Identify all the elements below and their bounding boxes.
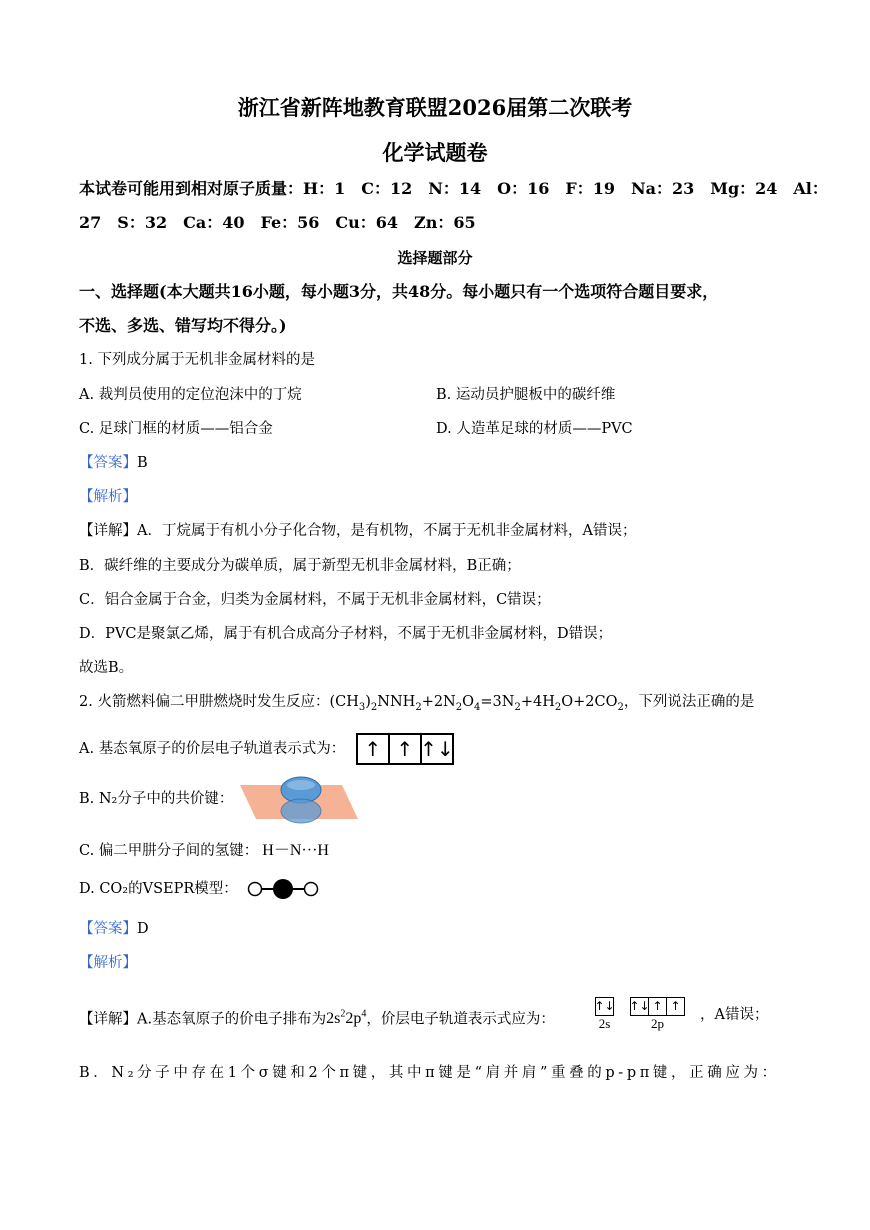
q2-option-a: A. 基态氧原子的价层电子轨道表示式为： (79, 741, 346, 757)
orbital-lobe-highlight (287, 780, 315, 790)
q2-option-c-line (79, 841, 329, 861)
q1-answer-tag: 【答案】 (79, 455, 137, 471)
orbital-diagram-2p (630, 997, 685, 1016)
q2-option-d: D. CO₂的VSEPR模型： (79, 881, 238, 897)
q2-electron-config: $2s^22p^4$ (326, 1009, 367, 1028)
q1-stem: 1. 下列成分属于无机非金属材料的是 (79, 352, 315, 368)
orbital-box: ↑ (390, 735, 422, 763)
exam-title: 浙江省新阵地教育联盟2026届第二次联考 (237, 95, 633, 120)
q1-detail-a-line (79, 521, 636, 541)
atomic-mass-line-1: 本试卷可能用到相对原子质量：H：1 C：12 N：14 O：16 F：19 Na：23 Mg：24 Al： (79, 179, 828, 198)
pi-bond-orbital-image (238, 771, 363, 827)
orbital-diagram-2s (595, 997, 614, 1016)
orbital-lobe-lower (281, 799, 321, 823)
section-instructions-2: 不选、多选、错写均不得分。) (79, 316, 287, 335)
orbital-box: ↑ (649, 998, 667, 1015)
q2-reaction-equation: $(CH_3)_2NNH_2+2N_2O_4=3N_2+4H_2O+2CO_2$ (329, 694, 624, 713)
q2-detail-a-prefix: A.基态氧原子的价电子排布为 (137, 1011, 327, 1028)
atomic-mass-line-2: 27 S：32 Ca：40 Fe：56 Cu：64 Zn：65 (79, 213, 476, 232)
q1-option-a: A. 裁判员使用的定位泡沫中的丁烷 (79, 387, 302, 403)
q1-detail-tag: 【详解】 (79, 523, 137, 539)
q2-stem-prefix: 2. 火箭燃料偏二甲肼燃烧时发生反应： (79, 694, 330, 710)
q1-detail-a: A．丁烷属于有机小分子化合物，是有机物，不属于无机非金属材料，A错误； (137, 523, 637, 539)
q2-option-c: C. 偏二甲肼分子间的氢键： (79, 843, 259, 859)
q2-option-c-formula: H－N···H (262, 842, 329, 859)
orbital-box: ↑↓ (629, 999, 650, 1013)
co2-vsepr-model (245, 878, 321, 900)
section-instructions-1: 一、选择题(本大题共16小题，每小题3分，共48分。每小题只有一个选项符合题目要求， (79, 282, 719, 301)
q2-option-a-orbital-diagram (356, 733, 454, 765)
q1-option-b: B. 运动员护腿板中的碳纤维 (436, 387, 616, 403)
q2-answer-tag: 【答案】 (79, 921, 137, 937)
exam-subtitle: 化学试题卷 (382, 140, 488, 165)
orbital-box: ↑↓ (420, 737, 454, 761)
q2-stem (79, 692, 754, 718)
q2-2s-orbital (595, 995, 614, 1032)
q1-detail-b: B．碳纤维的主要成分为碳单质，属于新型无机非金属材料，B正确； (79, 558, 521, 574)
q2-analysis-tag: 【解析】 (79, 955, 137, 971)
q1-detail-c: C．铝合金属于合金，归类为金属材料，不属于无机非金属材料，C错误； (79, 592, 551, 608)
oxygen-atom (249, 883, 262, 896)
q2-detail-b: B．N₂分子中存在1个σ键和2个π键，其中π键是“肩并肩”重叠的p-pπ键，正确应为： (79, 1065, 780, 1081)
q2-detail-a-suffix: ，A错误； (700, 1007, 769, 1023)
q1-detail-d: D．PVC是聚氯乙烯，属于有机合成高分子材料，不属于无机非金属材料，D错误； (79, 626, 613, 642)
q1-option-c: C. 足球门框的材质——铝合金 (79, 421, 273, 437)
orbital-box: ↑↓ (594, 999, 615, 1013)
orbital-box: ↑ (670, 999, 681, 1013)
q2-answer: D (137, 921, 149, 937)
q1-analysis-tag: 【解析】 (79, 489, 137, 505)
label-2s: 2s (598, 1015, 611, 1031)
q2-2p-orbital (630, 995, 685, 1032)
carbon-atom (273, 879, 293, 899)
q2-option-b: B. N₂分子中的共价键： (79, 791, 234, 807)
q2-detail-tag: 【详解】 (79, 1011, 137, 1028)
oxygen-atom (305, 883, 318, 896)
q1-conclusion: 故选B。 (79, 660, 134, 676)
q2-answer-line (79, 919, 149, 939)
q1-option-d: D. 人造革足球的材质——PVC (436, 421, 633, 437)
section-name: 选择题部分 (397, 249, 473, 267)
q2-detail-a-line (79, 1005, 555, 1029)
q2-stem-suffix: ，下列说法正确的是 (623, 694, 755, 710)
q1-answer-line (79, 453, 148, 473)
label-2p: 2p (651, 1015, 664, 1031)
q2-detail-a-mid: ，价层电子轨道表示式应为： (366, 1011, 555, 1028)
q1-answer: B (137, 455, 148, 471)
q2-option-a-line (79, 733, 454, 765)
orbital-box: ↑ (358, 735, 390, 763)
